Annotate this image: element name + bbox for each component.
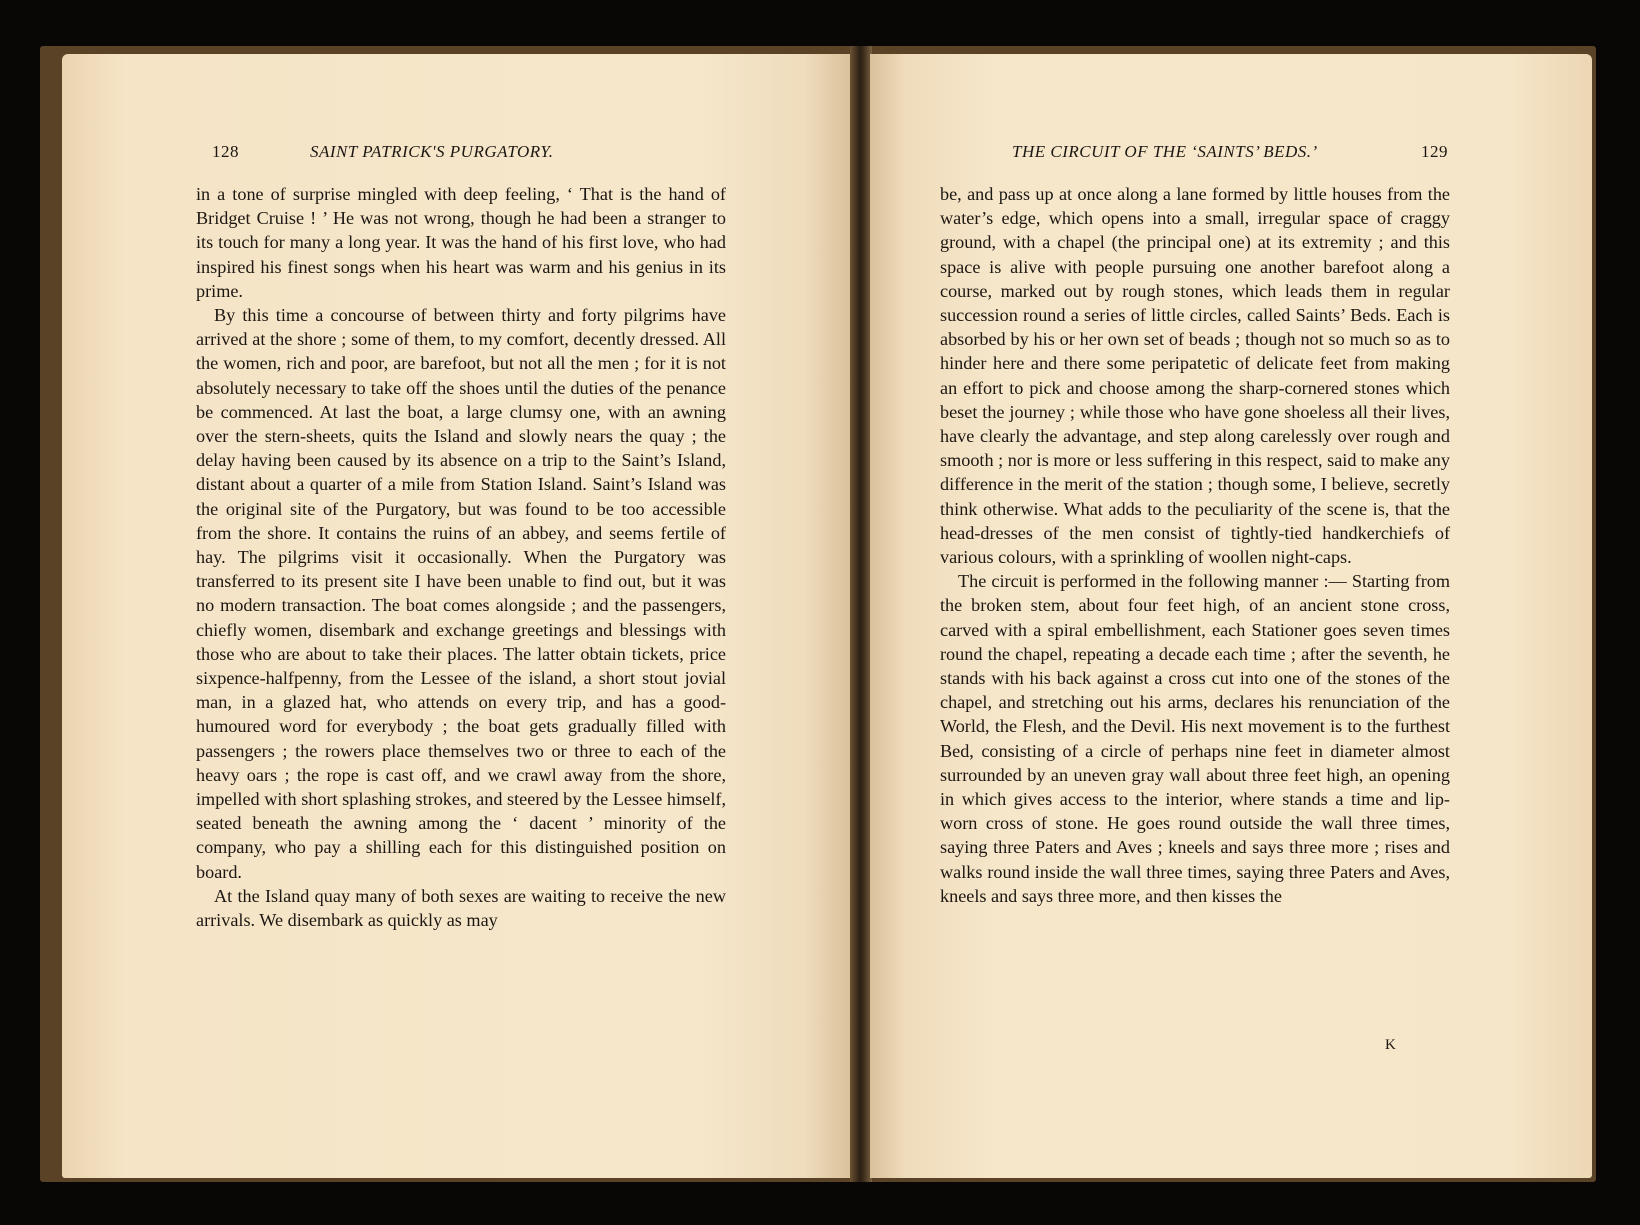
book-spread [40, 46, 1596, 1182]
left-paragraph-3: At the Island quay many of both sexes are waiting to receive the new arrivals. We disembark as quickly as may [196, 885, 726, 931]
left-body-text [196, 182, 726, 932]
left-paragraph-1: in a tone of surprise mingled with deep feeling, ‘ That is the hand of Bridget Cruise ! ’ He was not wrong, though he had been a stranger to its touch for many a long year. It was the hand of his first love, who had inspired his finest songs when his heart was warm and his genius in its prime. [196, 184, 726, 301]
right-paragraph-1: be, and pass up at once along a lane formed by little houses from the water’s edge, which opens into a small, irregular space of craggy ground, with a chapel (the principal one) at its extremity ; and this space is alive with people pursuing one another barefoot along a course, marked out by rough stones, which leads them in regular succession round a series of little circles, called Saints’ Beds. Each is absorbed by his or her own set of beads ; though not so much so as to hinder here and there some peripatetic of delicate feet from making an effort to pick and choose among the sharp-cornered stones which beset the journey ; while those who have gone shoeless all their lives, have clearly the advantage, and step along carelessly over rough and smooth ; nor is more or less suffering in this respect, said to make any difference in the merit of the station ; though some, I believe, secretly think otherwise. What adds to the peculiarity of the scene is, that the head-dresses of the men consist of tightly-tied handkerchiefs of various colours, with a sprinkling of woollen night-caps. [940, 184, 1450, 568]
right-body-text [940, 182, 1450, 908]
left-page [62, 54, 852, 1178]
left-paragraph-2: By this time a concourse of between thirty and forty pilgrims have arrived at the shore ; some of them, to my comfort, decently dressed. All the women, rich and poor, are barefoot, but not all the men ; for it is not absolutely necessary to take off the shoes until the duties of the penance be commenced. At last the boat, a large clumsy one, with an awning over the stern-sheets, quits the Island and slowly nears the quay ; the delay having been caused by its absence on a trip to the Saint’s Island, distant about a quarter of a mile from Station Island. Saint’s Island was the original site of the Purgatory, but was found to be too accessible from the shore. It contains the ruins of an abbey, and seems fertile of hay. The pilgrims visit it occasionally. When the Purgatory was transferred to its present site I have been unable to find out, but it was no modern transaction. The boat comes alongside ; and the passengers, chiefly women, disembark and exchange greetings and blessings with those who are about to take their places. The latter obtain tickets, price sixpence-halfpenny, from the Lessee of the island, a short stout jovial man, in a glazed hat, who attends on every trip, and has a good-humoured word for everybody ; the boat gets gradually filled with passengers ; the rowers place themselves two or three to each of the heavy oars ; the rope is cast off, and we crawl away from the shore, impelled with short splashing strokes, and steered by the Lessee himself, seated beneath the awning among the ‘ dacent ’ minority of the company, who pay a shilling each for this distinguished position on board. [196, 305, 726, 882]
running-head-left: SAINT PATRICK'S PURGATORY. [310, 142, 554, 161]
page-number-right: 129 [1421, 142, 1448, 161]
book-gutter [850, 46, 872, 1182]
right-paragraph-2: The circuit is performed in the following manner :— Starting from the broken stem, about four feet high, of an ancient stone cross, carved with a spiral embellishment, each Stationer goes seven times round the chapel, repeating a decade each time ; after the seventh, he stands with his back against a cross cut into one of the stones of the chapel, and stretching out his arms, declares his renunciation of the World, the Flesh, and the Devil. His next movement is to the furthest Bed, consisting of a circle of perhaps nine feet in diameter almost surrounded by an uneven gray wall about three feet high, an opening in which gives access to the interior, where stands a time and lip-worn cross of stone. He goes round outside the wall three times, saying three Paters and Aves ; kneels and says three more ; rises and walks round inside the wall three times, saying three Paters and Aves, kneels and says three more, and then kisses the [940, 571, 1450, 906]
running-head-right: THE CIRCUIT OF THE ‘SAINTS’ BEDS.’ [1012, 142, 1318, 161]
page-number-left: 128 [212, 142, 239, 161]
right-page [870, 54, 1592, 1178]
signature-mark: K [1385, 1037, 1396, 1053]
